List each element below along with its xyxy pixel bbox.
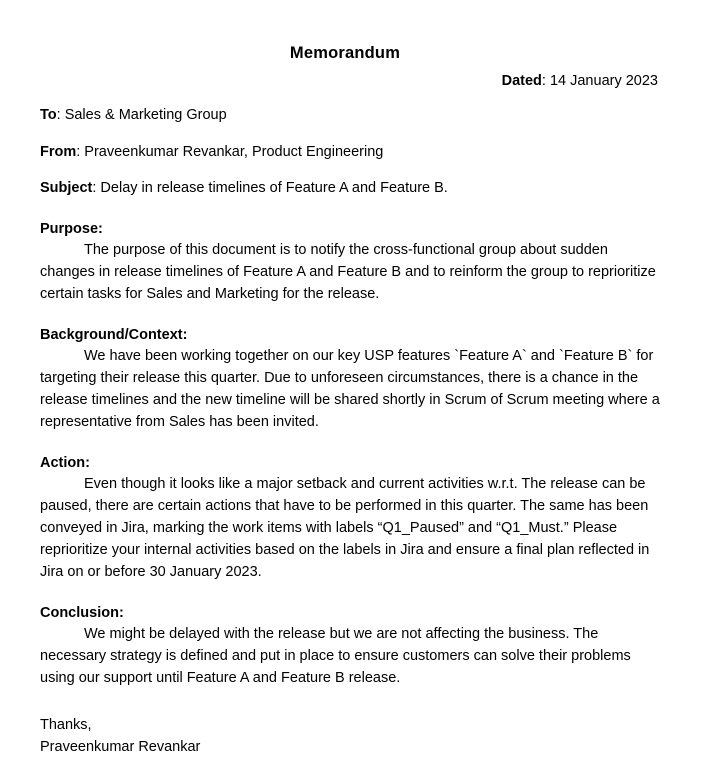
signature-name: Praveenkumar Revankar — [40, 738, 201, 755]
section-purpose-body: The purpose of this document is to notify the cross-functional group about sudden changes in release timelines of Feature A and Feature B and to reinform the group to reprioritize certain tasks for Sales and Marketing for the release. — [40, 241, 656, 302]
section-action — [40, 455, 660, 583]
field-subject — [40, 179, 660, 199]
signature-block — [40, 715, 660, 759]
section-background-heading: Background/Context: — [40, 326, 188, 343]
field-to — [40, 106, 660, 126]
dated-line — [40, 73, 660, 89]
field-subject-value: : Delay in release timelines of Feature A and Feature B. — [92, 180, 448, 197]
field-from-value: : Praveenkumar Revankar, Product Engineering — [76, 143, 384, 160]
field-subject-label: Subject — [40, 180, 93, 197]
field-from-label: From — [40, 143, 77, 160]
section-conclusion-heading: Conclusion: — [40, 605, 124, 622]
signature-closing: Thanks, — [40, 717, 92, 734]
section-action-body: Even though it looks like a major setback and current activities w.r.t. The release can be paused, there are certain actions that have to be performed in this quarter. The same has been conveyed in Jira, marking the work items with labels “Q1_Paused” and “Q1_Must.” Please reprioritize your internal activities based on the labels in Jira and ensure a final plan reflected in Jira on or before 30 January 2023. — [40, 475, 650, 581]
field-from — [40, 143, 660, 163]
document-title: Memorandum — [289, 44, 401, 62]
section-background — [40, 327, 660, 433]
dated-label: Dated — [501, 73, 542, 89]
dated-value: : 14 January 2023 — [541, 73, 658, 89]
section-purpose — [40, 221, 660, 305]
section-action-heading: Action: — [40, 454, 90, 471]
section-background-body: We have been working together on our key USP features `Feature A` and `Feature B` for targeting their release this quarter. Due to unforeseen circumstances, there is a chance in the release timelines and the new timeline will be shared shortly in Scrum of Scrum meeting where a representative from Sales has been invited. — [40, 347, 660, 430]
field-to-value: : Sales & Marketing Group — [56, 107, 227, 123]
section-conclusion-body: We might be delayed with the release but we are not affecting the business. The necessary strategy is defined and put in place to ensure customers can solve their problems using our support until Feature A and Feature B release. — [40, 626, 631, 687]
section-conclusion — [40, 605, 660, 689]
section-purpose-heading: Purpose: — [40, 220, 103, 237]
field-to-label: To — [40, 107, 57, 123]
